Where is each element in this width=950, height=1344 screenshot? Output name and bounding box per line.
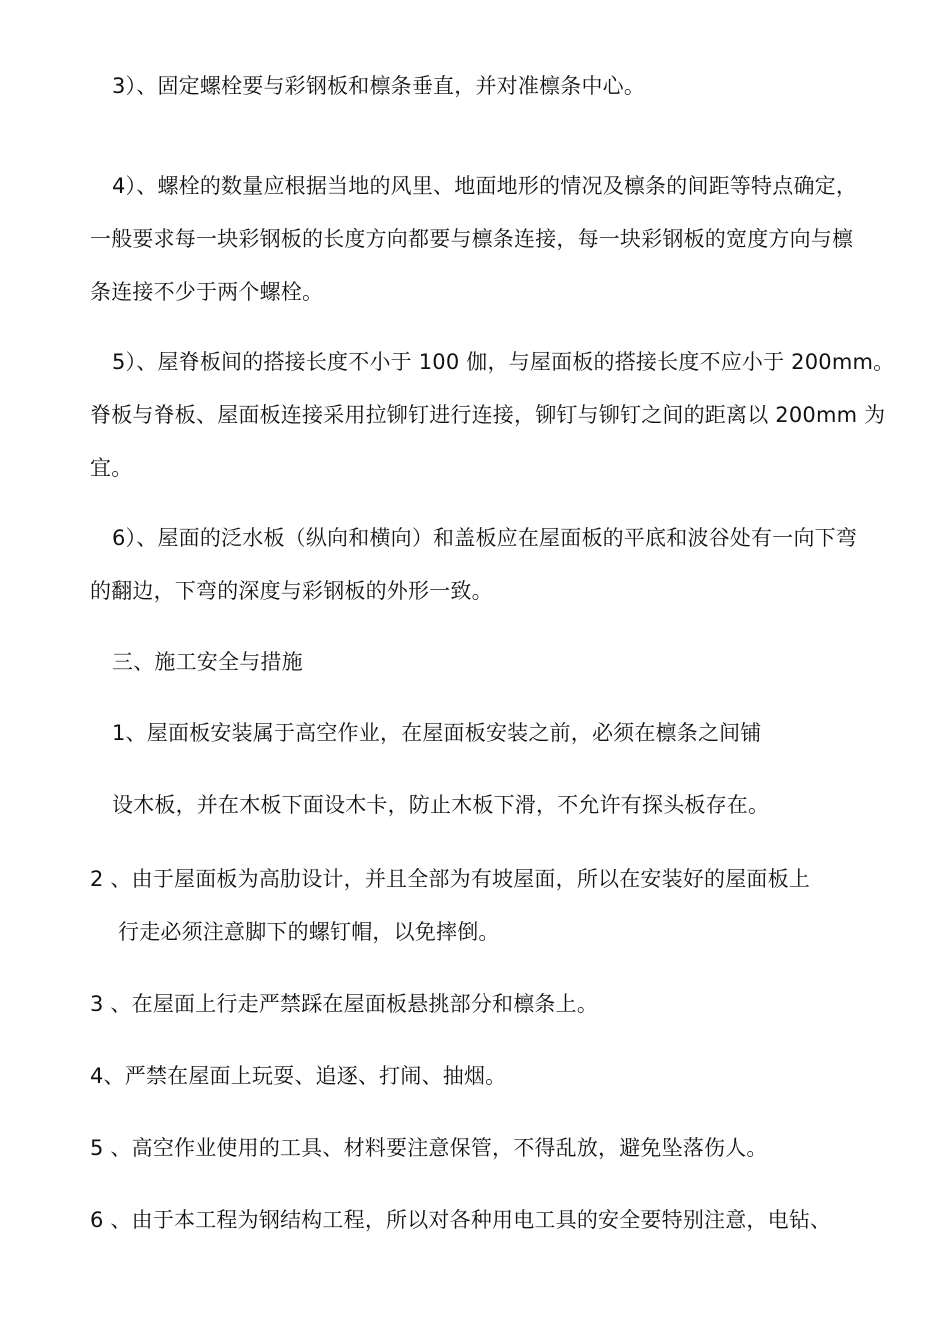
paragraph-5-line-3: 宜。 — [90, 456, 133, 480]
safety-item-2-line-2: 行走必须注意脚下的螺钉帽，以免摔倒。 — [118, 920, 500, 944]
safety-item-5: 5 、高空作业使用的工具、材料要注意保管，不得乱放，避免坠落伤人。 — [90, 1136, 768, 1160]
safety-item-1-line-2: 设木板，并在木板下面设木卡，防止木板下滑，不允许有探头板存在。 — [112, 793, 770, 817]
paragraph-5-line-2: 脊板与脊板、屋面板连接采用拉铆钉进行连接，铆钉与铆钉之间的距离以 200mm 为 — [90, 403, 886, 427]
safety-item-1-line-1: 1、屋面板安装属于高空作业，在屋面板安装之前，必须在檩条之间铺 — [112, 721, 762, 745]
paragraph-4-line-1: 4）、螺栓的数量应根据当地的风里、地面地形的情况及檩条的间距等特点确定， — [112, 174, 858, 198]
safety-item-2-line-1: 2 、由于屋面板为高肋设计，并且全部为有坡屋面，所以在安装好的屋面板上 — [90, 867, 811, 891]
safety-item-4: 4、严禁在屋面上玩耍、追逐、打闹、抽烟。 — [90, 1064, 507, 1088]
paragraph-5-line-1: 5）、屋脊板间的搭接长度不小于 100 伽，与屋面板的搭接长度不应小于 200mm。 — [112, 350, 895, 374]
paragraph-6-line-1: 6）、屋面的泛水板（纵向和横向）和盖板应在屋面板的平底和波谷处有一向下弯 — [112, 526, 858, 550]
paragraph-3-line-1: 3）、固定螺栓要与彩钢板和檩条垂直，并对准檩条中心。 — [112, 74, 646, 98]
paragraph-4-line-2: 一般要求每一块彩钢板的长度方向都要与檩条连接，每一块彩钢板的宽度方向与檩 — [90, 227, 854, 251]
safety-item-6: 6 、由于本工程为钢结构工程，所以对各种用电工具的安全要特别注意，电钻、 — [90, 1208, 832, 1232]
section-heading: 三、施工安全与措施 — [112, 650, 303, 674]
paragraph-6-line-2: 的翻边，下弯的深度与彩钢板的外形一致。 — [90, 579, 493, 603]
paragraph-4-line-3: 条连接不少于两个螺栓。 — [90, 280, 324, 304]
safety-item-3: 3 、在屋面上行走严禁踩在屋面板悬挑部分和檩条上。 — [90, 992, 599, 1016]
